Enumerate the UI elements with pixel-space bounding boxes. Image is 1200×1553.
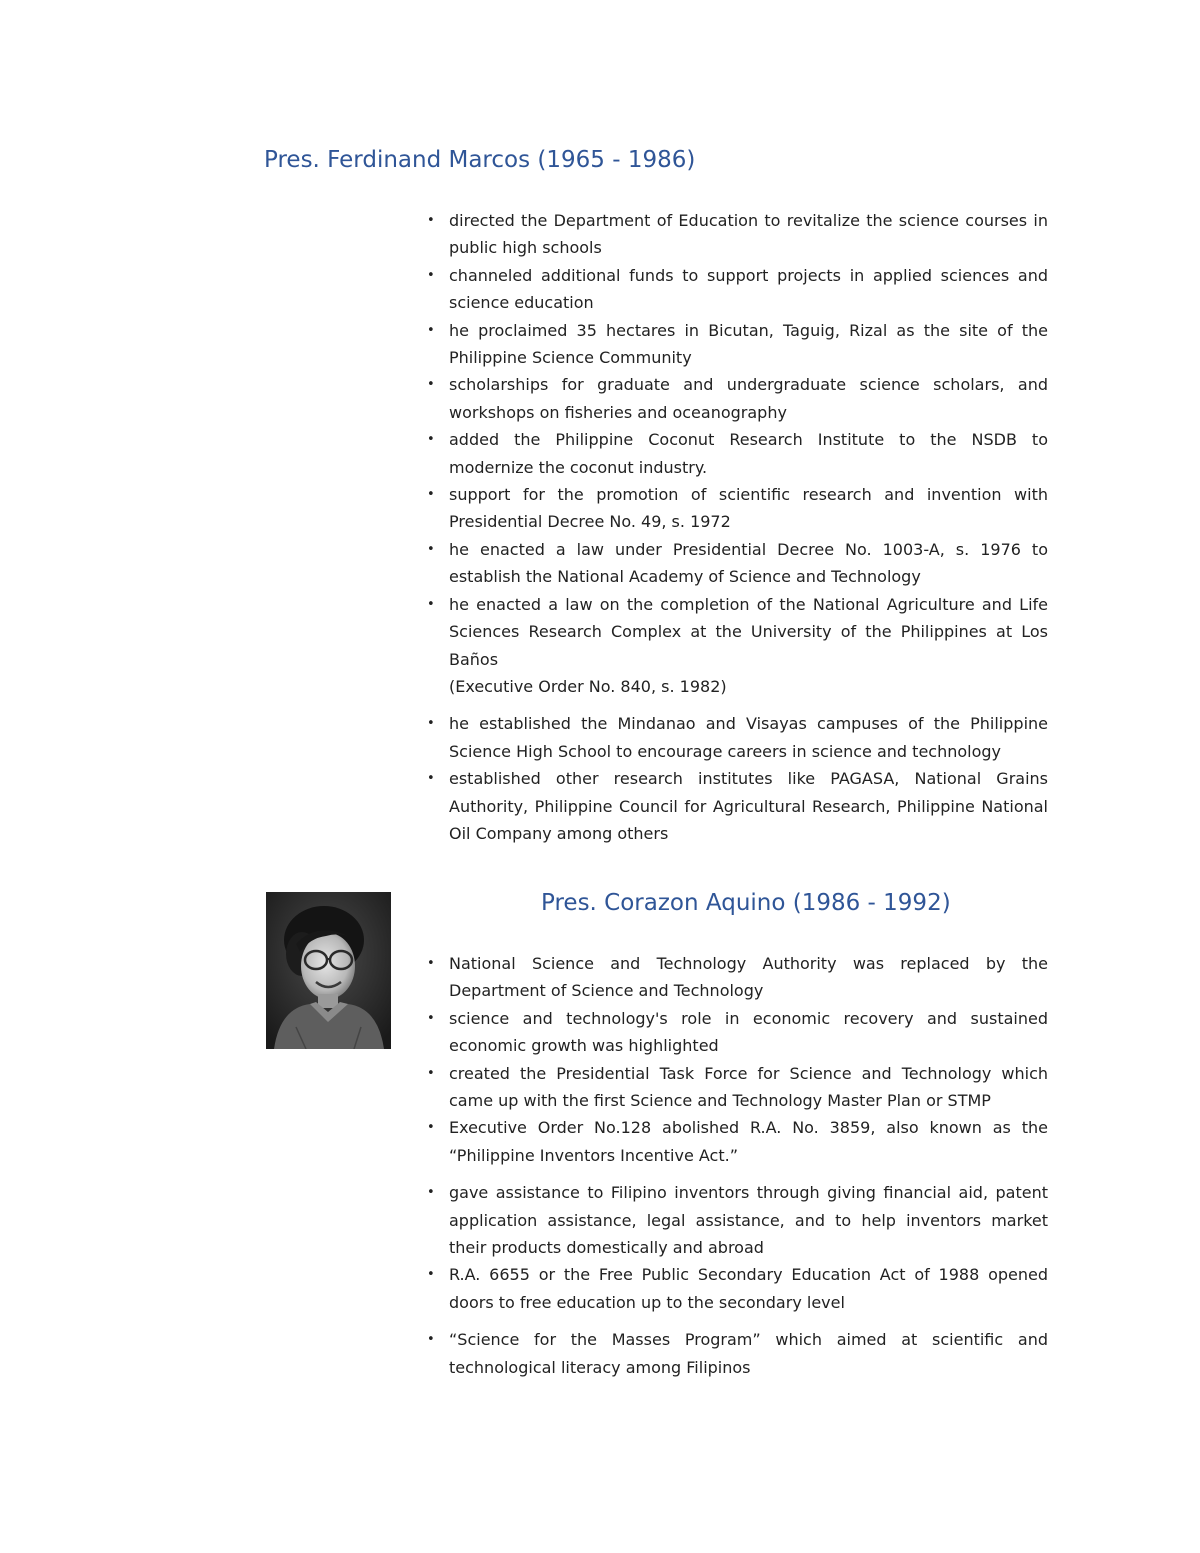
- bullet-icon: •: [427, 1065, 435, 1081]
- list-item-text: he proclaimed 35 hectares in Bicutan, Taguig, Rizal as the site of the Philippine Science Community: [449, 320, 1048, 368]
- list-item: [427, 710, 1048, 765]
- bullet-icon: •: [427, 771, 435, 787]
- list-item-text: Executive Order No.128 abolished R.A. No. 3859, also known as the “Philippine Inventors Incentive Act.”: [449, 1118, 1048, 1165]
- list-item: [427, 262, 1048, 317]
- list-item: [427, 1060, 1048, 1115]
- bullet-icon: •: [427, 213, 435, 228]
- list-item-text: established other research institutes like PAGASA, National Grains Authority, Philippine Council for Agricultural Research, Philippine National Oil Company among others: [449, 769, 1048, 843]
- executive-order-note: (Executive Order No. 840, s. 1982): [449, 676, 727, 696]
- list-item: [427, 1005, 1048, 1060]
- list-item: [427, 371, 1048, 426]
- list-item: [427, 1261, 1048, 1316]
- bullet-icon: •: [427, 1010, 435, 1026]
- list-item: [427, 317, 1048, 372]
- list-item: [427, 207, 1048, 262]
- list-item-text: support for the promotion of scientific research and invention with Presidential Decree No. 49, s. 1972: [449, 485, 1048, 532]
- list-item-text: channeled additional funds to support projects in applied sciences and science education: [449, 265, 1048, 313]
- bullet-icon: •: [427, 596, 435, 612]
- list-item-text: science and technology's role in economic recovery and sustained economic growth was highlighted: [449, 1008, 1048, 1056]
- list-item: [427, 1179, 1048, 1261]
- bullet-icon: •: [427, 1185, 435, 1201]
- list-item-text: he enacted a law on the completion of the National Agriculture and Life Sciences Research Complex at the University of the Philippines at Los Baños: [449, 594, 1048, 669]
- list-item: [427, 950, 1048, 1005]
- aquino-achievements-list: [427, 950, 1048, 1381]
- list-item-text: “Science for the Masses Program” which aimed at scientific and technological literacy among Filipinos: [449, 1330, 1048, 1377]
- list-item-text: gave assistance to Filipino inventors through giving financial aid, patent application assistance, legal assistance, and to help inventors market their products domestically and abroad: [449, 1183, 1048, 1258]
- bullet-icon: •: [427, 322, 435, 338]
- list-item-text: scholarships for graduate and undergraduate science scholars, and workshops on fisheries and oceanography: [449, 375, 1048, 422]
- list-item-text: R.A. 6655 or the Free Public Secondary Education Act of 1988 opened doors to free education up to the secondary level: [449, 1265, 1048, 1312]
- list-item-text: added the Philippine Coconut Research Institute to the NSDB to modernize the coconut industry.: [449, 430, 1048, 477]
- aquino-portrait-photo: [266, 892, 391, 1049]
- bullet-icon: •: [427, 377, 435, 393]
- list-item-text: directed the Department of Education to revitalize the science courses in public high schools: [449, 211, 1048, 258]
- list-item-text: he enacted a law under Presidential Decree No. 1003-A, s. 1976 to establish the National Academy of Science and Technology: [449, 539, 1048, 587]
- bullet-icon: •: [427, 267, 435, 283]
- list-item-text: he established the Mindanao and Visayas campuses of the Philippine Science High School to encourage careers in science and technology: [449, 714, 1048, 761]
- list-item: [427, 591, 1048, 701]
- bullet-icon: •: [427, 1332, 435, 1348]
- list-item: [427, 426, 1048, 481]
- marcos-achievements-list: [427, 207, 1048, 847]
- list-item: [427, 1114, 1048, 1169]
- list-item-text: created the Presidential Task Force for Science and Technology which came up with the first Science and Technology Master Plan or STMP: [449, 1063, 1048, 1111]
- bullet-icon: •: [427, 956, 435, 971]
- bullet-icon: •: [427, 432, 435, 448]
- aquino-heading: Pres. Corazon Aquino (1986 - 1992): [541, 890, 951, 916]
- list-item: [427, 1326, 1048, 1381]
- marcos-heading: Pres. Ferdinand Marcos (1965 - 1986): [264, 147, 696, 173]
- list-item: [427, 536, 1048, 591]
- bullet-icon: •: [427, 1120, 435, 1136]
- list-item-text: National Science and Technology Authority was replaced by the Department of Science and Technology: [449, 954, 1048, 1001]
- bullet-icon: •: [427, 541, 435, 557]
- bullet-icon: •: [427, 1267, 435, 1283]
- bullet-icon: •: [427, 716, 435, 732]
- bullet-icon: •: [427, 487, 435, 503]
- list-item: [427, 765, 1048, 847]
- list-item: [427, 481, 1048, 536]
